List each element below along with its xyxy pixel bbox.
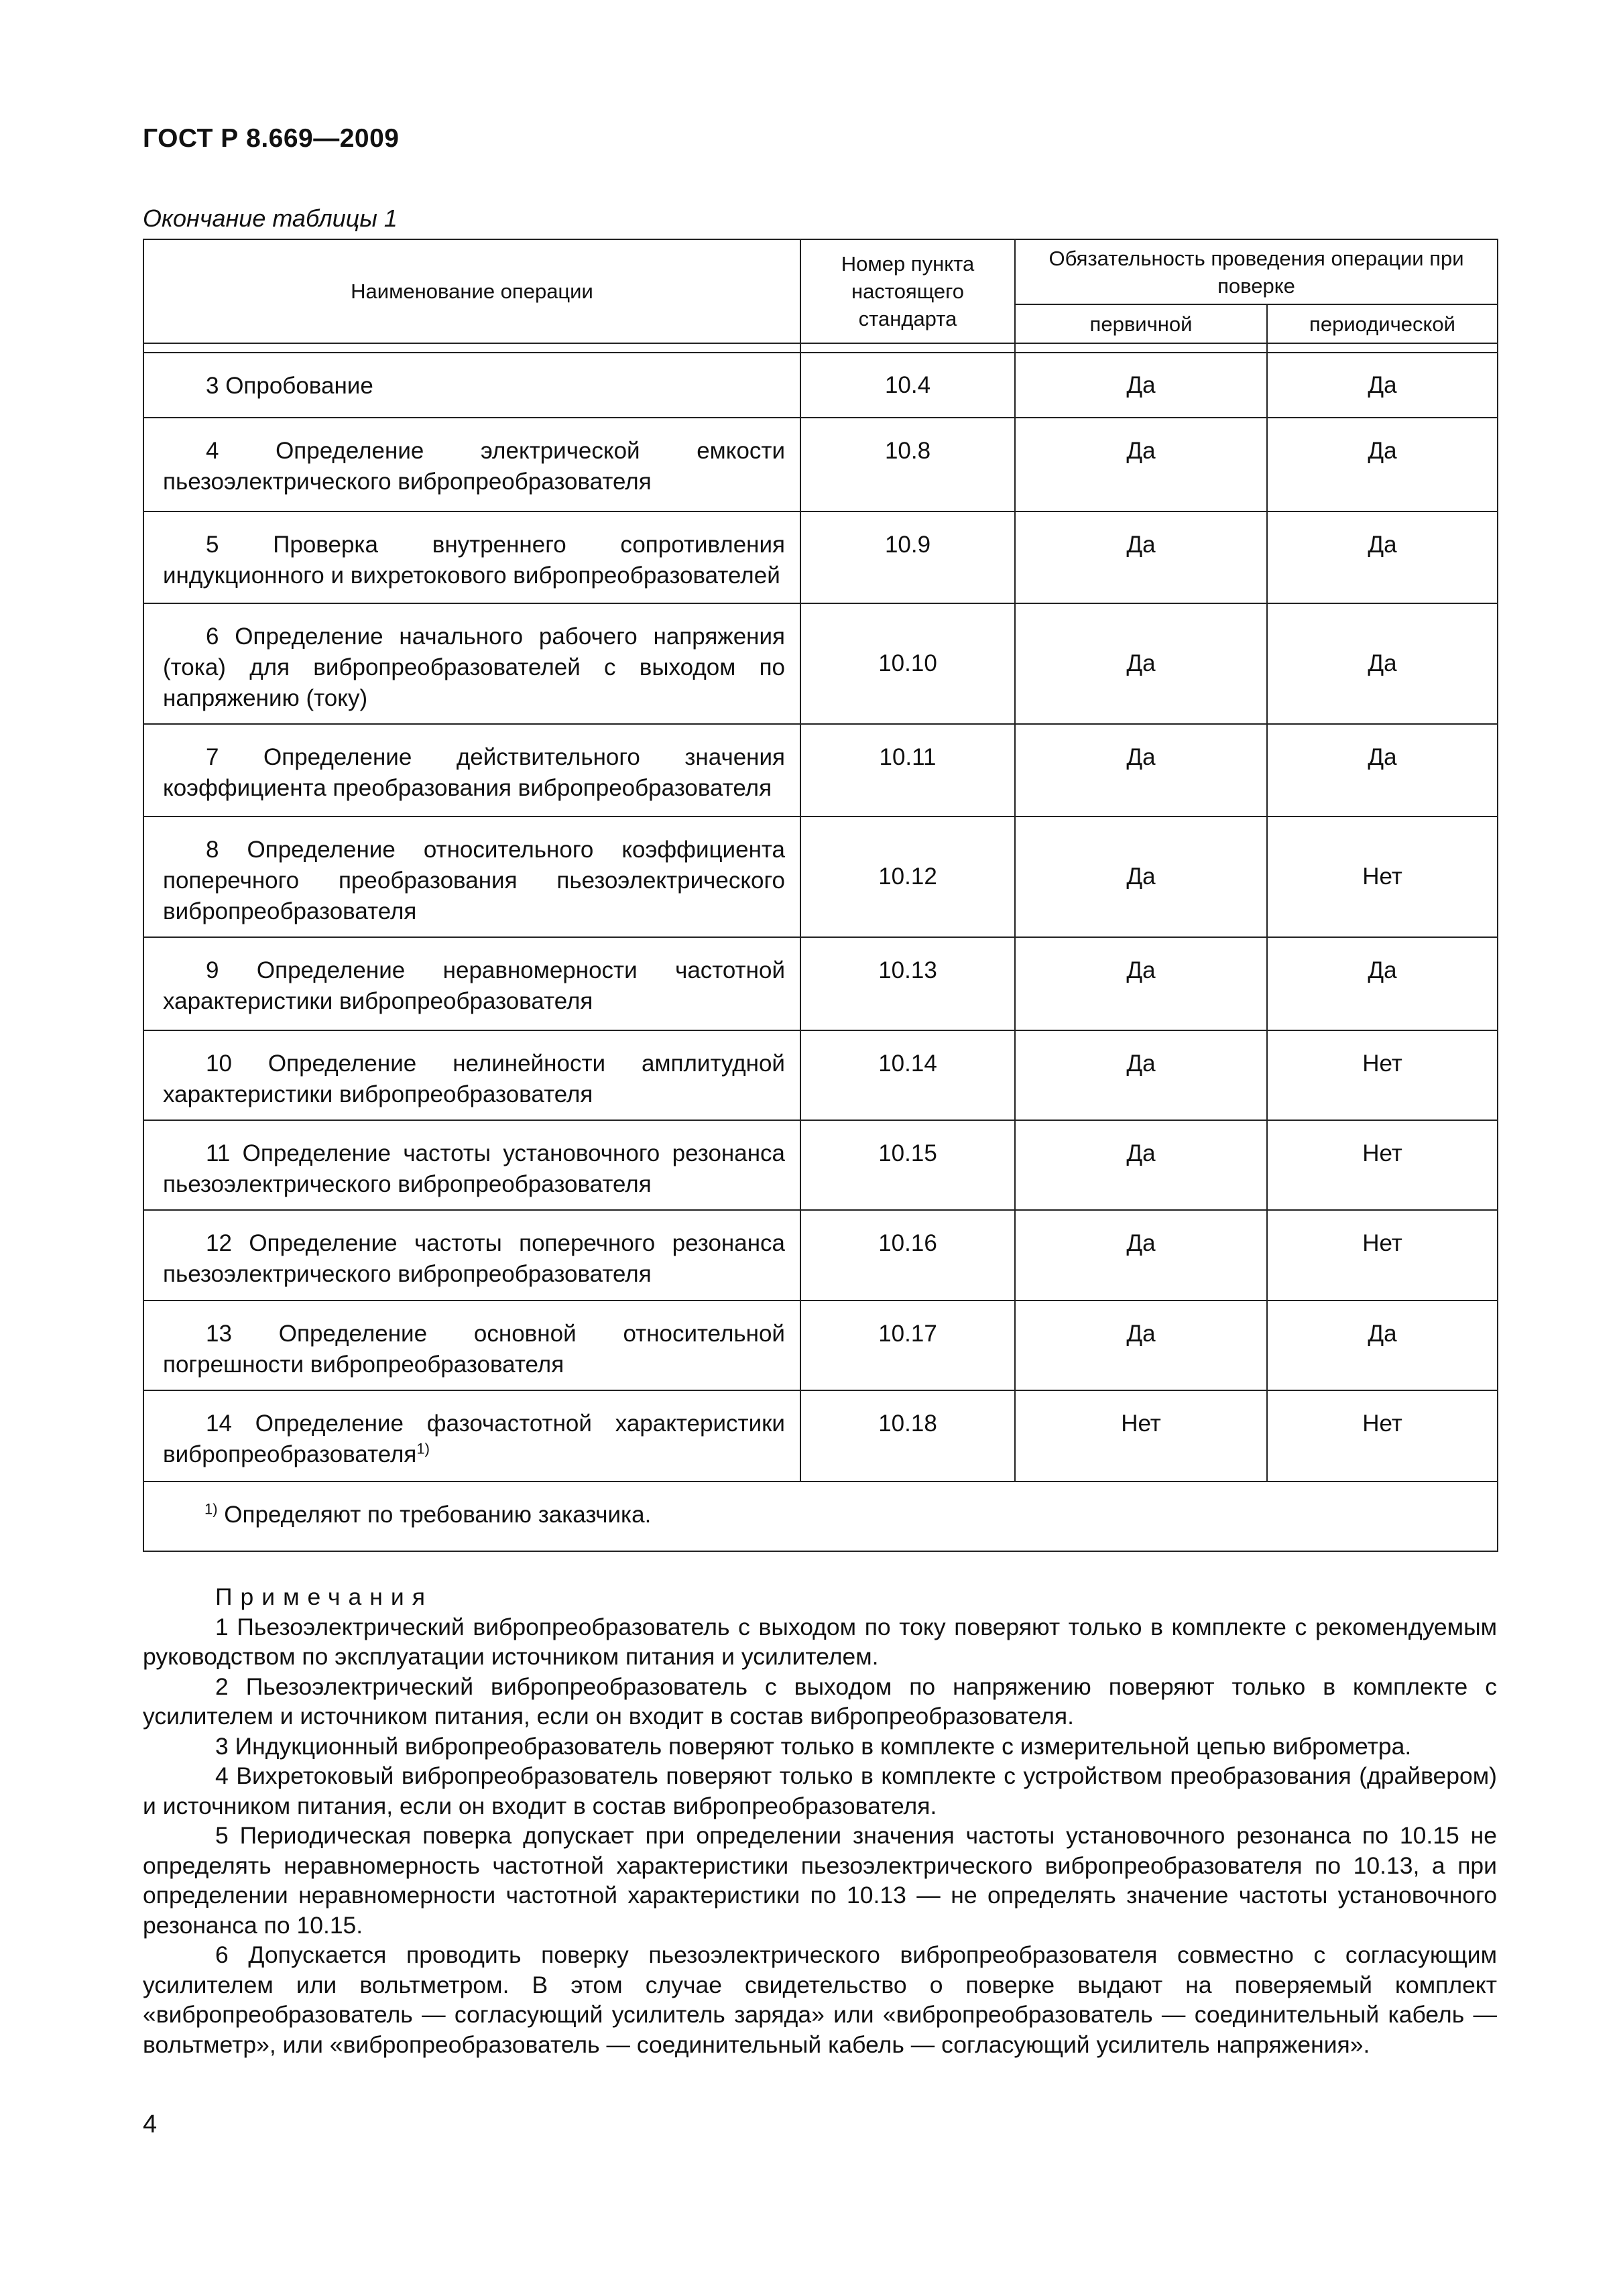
clause-number: 10.8 (800, 418, 1015, 511)
note-item: 5 Периодическая поверка допускает при определении значения частоты установочного резонанса по 10.15 не определять неравномерность частотной характеристики пьезоэлектрического вибропреобразователя по 10.13, а при определении неравномерности частотной характеристики по 10.13 — не определять значение частоты установочного резонанса по 10.15. (143, 1822, 1497, 1939)
table-row (143, 1301, 1498, 1390)
table-row (143, 603, 1498, 724)
periodic-required: Нет (1267, 1030, 1498, 1120)
note-item: 3 Индукционный вибропреобразователь поверяют только в комплекте с измерительной цепью виброметра. (215, 1732, 1412, 1760)
operation-name: 8 Определение относительного коэффициента поперечного преобразования пьезоэлектрического вибропреобразователя (143, 817, 800, 937)
primary-required: Да (1015, 1301, 1267, 1390)
note-item: 1 Пьезоэлектрический вибропреобразователь с выходом по току поверяют только в комплекте с рекомендуемым руководством по эксплуатации источником питания и усилителем. (143, 1613, 1497, 1670)
footnote-mark: 1) (204, 1500, 218, 1518)
clause-number: 10.14 (800, 1030, 1015, 1120)
document-header: ГОСТ Р 8.669—2009 (143, 124, 400, 153)
primary-required: Да (1015, 511, 1267, 603)
table-row (143, 353, 1498, 418)
footnote-text: Определяют по требованию заказчика. (224, 1502, 652, 1528)
operation-name: 7 Определение действительного значения коэффициента преобразования вибропреобразователя (143, 724, 800, 817)
operation-name: 12 Определение частоты поперечного резонанса пьезоэлектрического вибропреобразователя (143, 1210, 800, 1301)
operation-name: 6 Определение начального рабочего напряжения (тока) для вибропреобразователей с выходом по напряжению (току) (143, 603, 800, 724)
table-row (143, 1390, 1498, 1482)
primary-required: Да (1015, 1030, 1267, 1120)
table-row (143, 724, 1498, 817)
primary-required: Да (1015, 1210, 1267, 1301)
primary-required: Да (1015, 817, 1267, 937)
table-caption: Окончание таблицы 1 (143, 204, 398, 232)
notes-list (143, 1612, 1497, 2060)
periodic-required: Да (1267, 511, 1498, 603)
table-row (143, 937, 1498, 1030)
clause-number: 10.10 (800, 603, 1015, 724)
primary-required: Да (1015, 418, 1267, 511)
periodic-required: Нет (1267, 1120, 1498, 1210)
header-primary: первичной (1015, 304, 1267, 343)
clause-number: 10.17 (800, 1301, 1015, 1390)
page-number: 4 (143, 2110, 158, 2138)
operation-name: 10 Определение нелинейности амплитудной характеристики вибропреобразователя (143, 1030, 800, 1120)
header-operation-name: Наименование операции (143, 239, 800, 343)
table-row (143, 817, 1498, 937)
clause-number: 10.12 (800, 817, 1015, 937)
header-clause-number: Номер пункта настоящего стандарта (800, 239, 1015, 343)
operation-name: 5 Проверка внутреннего сопротивления индукционного и вихретокового вибропреобразователей (143, 511, 800, 603)
periodic-required: Нет (1267, 817, 1498, 937)
periodic-required: Нет (1267, 1390, 1498, 1482)
operation-name: 9 Определение неравномерности частотной характеристики вибропреобразователя (143, 937, 800, 1030)
periodic-required: Нет (1267, 1210, 1498, 1301)
clause-number: 10.11 (800, 724, 1015, 817)
notes-section (143, 1582, 1497, 2059)
periodic-required: Да (1267, 1301, 1498, 1390)
header-periodic: периодической (1267, 304, 1498, 343)
operation-name: 3 Опробование (143, 353, 800, 418)
periodic-required: Да (1267, 937, 1498, 1030)
periodic-required: Да (1267, 353, 1498, 418)
primary-required: Да (1015, 724, 1267, 817)
table-row (143, 1030, 1498, 1120)
notes-title: Примечания (215, 1583, 433, 1610)
table-body (143, 353, 1498, 1482)
primary-required: Нет (1015, 1390, 1267, 1482)
clause-number: 10.9 (800, 511, 1015, 603)
primary-required: Да (1015, 1120, 1267, 1210)
table-footnote (143, 1482, 1498, 1551)
operation-name: 14 Определение фазочастотной характеристики вибропреобразователя$^{1)}$ (143, 1390, 800, 1482)
footnote-ref: 1) (416, 1440, 430, 1457)
operation-name: 4 Определение электрической емкости пьезоэлектрического вибропреобразователя (143, 418, 800, 511)
table-row (143, 1210, 1498, 1301)
header-separator (143, 343, 1498, 353)
operations-table (143, 239, 1498, 1552)
operation-name: 11 Определение частоты установочного резонанса пьезоэлектрического вибропреобразователя (143, 1120, 800, 1210)
header-verification-required: Обязательность проведения операции при поверке (1015, 239, 1498, 304)
note-item: 6 Допускается проводить поверку пьезоэлектрического вибропреобразователя совместно с согласующим усилителем или вольтметром. В этом случае свидетельство о поверке выдают на поверяемый комплект «вибропреобразователь — согласующий усилитель заряда» или «вибропреобразователь — соединительный кабель — вольтметр», или «вибропреобразователь — соединительный кабель — согласующий усилитель напряжения». (143, 1941, 1497, 2058)
operation-name: 13 Определение основной относительной погрешности вибропреобразователя (143, 1301, 800, 1390)
primary-required: Да (1015, 353, 1267, 418)
periodic-required: Да (1267, 418, 1498, 511)
primary-required: Да (1015, 603, 1267, 724)
table-row (143, 418, 1498, 511)
clause-number: 10.13 (800, 937, 1015, 1030)
table-row (143, 1120, 1498, 1210)
periodic-required: Да (1267, 603, 1498, 724)
clause-number: 10.18 (800, 1390, 1015, 1482)
primary-required: Да (1015, 937, 1267, 1030)
table-row (143, 511, 1498, 603)
periodic-required: Да (1267, 724, 1498, 817)
clause-number: 10.16 (800, 1210, 1015, 1301)
note-item: 2 Пьезоэлектрический вибропреобразователь с выходом по напряжению поверяют только в комплекте с усилителем и источником питания, если он входит в состав вибропреобразователя. (143, 1673, 1497, 1730)
clause-number: 10.4 (800, 353, 1015, 418)
clause-number: 10.15 (800, 1120, 1015, 1210)
note-item: 4 Вихретоковый вибропреобразователь поверяют только в комплекте с устройством преобразования (драйвером) и источником питания, если он входит в состав вибропреобразователя. (143, 1762, 1497, 1819)
